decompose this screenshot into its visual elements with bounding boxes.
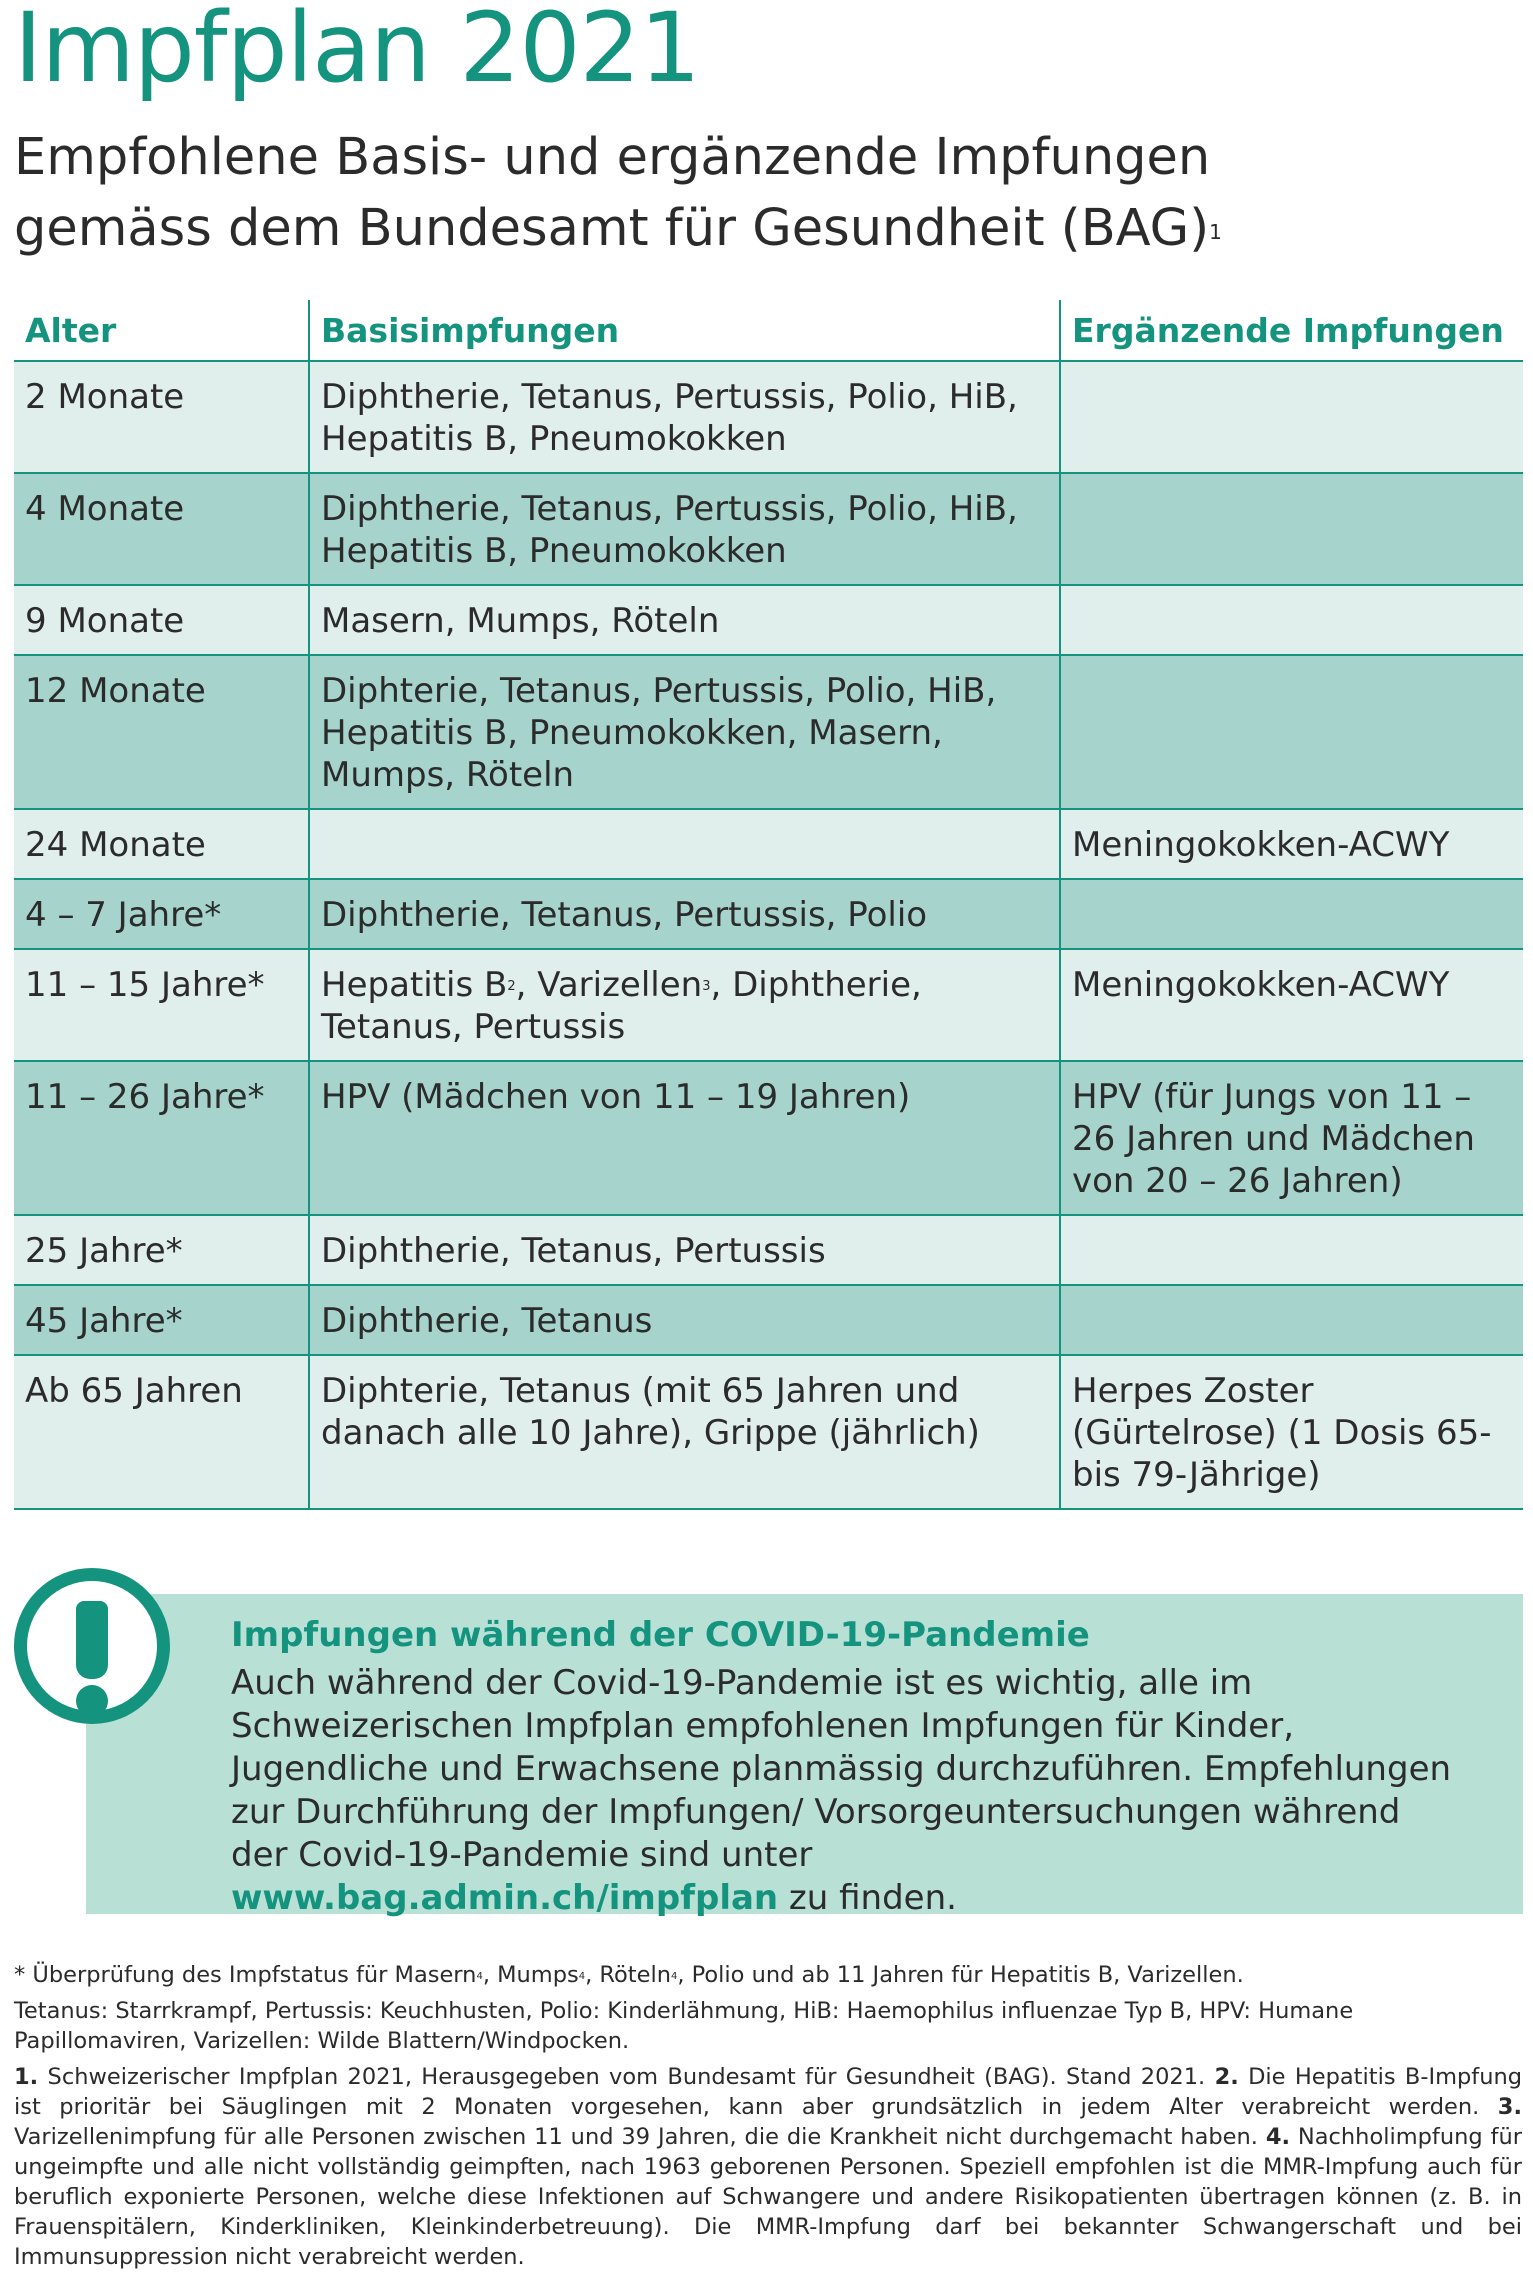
page-title: Impfplan 2021 xyxy=(14,0,700,104)
table-row xyxy=(14,585,1523,655)
cell-age: 2 Monate xyxy=(14,361,309,473)
cell-age: 4 – 7 Jahre* xyxy=(14,879,309,949)
table-row xyxy=(14,1355,1523,1509)
cell-age: 11 – 15 Jahre* xyxy=(14,949,309,1061)
cell-age: 11 – 26 Jahre* xyxy=(14,1061,309,1215)
table-row xyxy=(14,361,1523,473)
covid-notice-text xyxy=(231,1662,1463,1920)
cell-age: 25 Jahre* xyxy=(14,1215,309,1285)
footnote-text: , Polio und ab 11 Jahren für Hepatitis B, Varizellen. xyxy=(677,1962,1244,1988)
covid-notice-end: zu finden. xyxy=(778,1878,957,1918)
cell-extra: Meningokokken-ACWY xyxy=(1060,809,1523,879)
cell-basis: Diphtherie, Tetanus, Pertussis xyxy=(309,1215,1060,1285)
table-row xyxy=(14,1215,1523,1285)
cell-basis: Diphtherie, Tetanus xyxy=(309,1285,1060,1355)
basis-text-part: , Varizellen xyxy=(515,965,703,1005)
footnote-ref: 4 xyxy=(476,1971,483,1982)
bag-impfplan-link[interactable]: www.bag.admin.ch/impfplan xyxy=(231,1878,779,1918)
cell-extra xyxy=(1060,655,1523,809)
cell-basis: Diphtherie, Tetanus, Pertussis, Polio, HiB, Hepatitis B, Pneumokokken xyxy=(309,473,1060,585)
cell-age: 45 Jahre* xyxy=(14,1285,309,1355)
cell-extra xyxy=(1060,361,1523,473)
cell-extra: Meningokokken-ACWY xyxy=(1060,949,1523,1061)
footnote-text: Varizellenimpfung für alle Personen zwischen 11 und 39 Jahren, die die Krankheit nicht durchgemacht haben. xyxy=(14,2124,1266,2150)
table-row xyxy=(14,1061,1523,1215)
cell-extra xyxy=(1060,473,1523,585)
cell-basis: Diphtherie, Tetanus, Pertussis, Polio, HiB, Hepatitis B, Pneumokokken xyxy=(309,361,1060,473)
footnote-ref: 4 xyxy=(670,1971,678,1982)
cell-extra xyxy=(1060,1285,1523,1355)
vaccination-schedule-table xyxy=(14,300,1523,1510)
footnote-number: 4. xyxy=(1265,2124,1291,2150)
column-header-age: Alter xyxy=(14,300,309,361)
footnotes xyxy=(14,1960,1522,2272)
cell-age: 12 Monate xyxy=(14,655,309,809)
table-row xyxy=(14,879,1523,949)
footnote-ref: 2 xyxy=(507,979,516,994)
footnote-number: 3. xyxy=(1497,2094,1522,2120)
cell-extra xyxy=(1060,1215,1523,1285)
subtitle-line-2: gemäss dem Bundesamt für Gesundheit (BAG) xyxy=(14,199,1210,258)
table-row xyxy=(14,949,1523,1061)
footnote-text: * Überprüfung des Impfstatus für Masern xyxy=(14,1962,477,1988)
column-header-extra: Ergänzende Impfungen xyxy=(1060,300,1523,361)
footnote-text: Nachholimpfung für ungeimpfte und alle nicht vollständig geimpften, nach 1963 geborenen Personen. Speziell empfohlen ist die MMR-Impfung auch für beruflich exponierte Personen, welche diese Infektionen auf Schwangere und andere Risikopatienten übertragen können (z. B. in Frauenspitälern, Kinderkliniken, Kleinkinderbetreuung). Die MMR-Impfung darf bei bekannter Schwangerschaft und bei Immunsuppression nicht verabreicht werden. xyxy=(14,2124,1522,2270)
table-header-row xyxy=(14,300,1523,361)
exclamation-bar xyxy=(76,1601,108,1679)
column-header-basis: Basisimpfungen xyxy=(309,300,1060,361)
subtitle-footnote-ref: 1 xyxy=(1209,220,1222,244)
covid-notice-body: Auch während der Covid-19-Pandemie ist es wichtig, alle im Schweizerischen Impfplan empfohlenen Impfungen für Kinder, Jugendliche und Erwachsene planmässig durchzuführen. Empfehlungen zur Durchführung der Impfungen/ Vorsorgeuntersuchungen während der Covid-19-Pandemie sind unter xyxy=(231,1663,1452,1875)
footnote-number: 2. xyxy=(1214,2064,1239,2090)
cell-basis: Diphterie, Tetanus (mit 65 Jahren und danach alle 10 Jahre), Grippe (jährlich) xyxy=(309,1355,1060,1509)
cell-age: 9 Monate xyxy=(14,585,309,655)
cell-extra: Herpes Zoster (Gürtelrose) (1 Dosis 65- bis 79-Jährige) xyxy=(1060,1355,1523,1509)
footnote-ref: 4 xyxy=(578,1971,586,1982)
basis-text-part: Hepatitis B xyxy=(321,965,508,1005)
table-row xyxy=(14,473,1523,585)
table-row xyxy=(14,809,1523,879)
table-row xyxy=(14,655,1523,809)
cell-basis: Diphtherie, Tetanus, Pertussis, Polio xyxy=(309,879,1060,949)
footnote-legend: Tetanus: Starrkrampf, Pertussis: Keuchhusten, Polio: Kinderlähmung, HiB: Haemophilus influenzae Typ B, HPV: Humane Papillomaviren, Varizellen: Wilde Blattern/Windpocken. xyxy=(14,1998,1354,2054)
table-row xyxy=(14,1285,1523,1355)
cell-extra: HPV (für Jungs von 11 – 26 Jahren und Mädchen von 20 – 26 Jahren) xyxy=(1060,1061,1523,1215)
footnote-text: , Mumps xyxy=(482,1962,579,1988)
footnote-star xyxy=(14,1960,1522,1990)
exclamation-icon xyxy=(14,1568,170,1724)
cell-basis: Diphterie, Tetanus, Pertussis, Polio, HiB, Hepatitis B, Pneumokokken, Masern, Mumps, Röteln xyxy=(309,655,1060,809)
footnote-text: Schweizerischer Impfplan 2021, Herausgegeben vom Bundesamt für Gesundheit (BAG). Stand 2021. xyxy=(38,2064,1215,2090)
footnote-text: Die Hepatitis B-Impfung ist prioritär bei Säuglingen mit 2 Monaten vorgesehen, kann aber grundsätzlich in jedem Alter verabreicht werden. xyxy=(14,2064,1523,2120)
subtitle-line-1: Empfohlene Basis- und ergänzende Impfungen xyxy=(14,128,1211,187)
cell-extra xyxy=(1060,585,1523,655)
covid-notice-box xyxy=(86,1594,1523,1918)
cell-age: Ab 65 Jahren xyxy=(14,1355,309,1509)
page-subtitle xyxy=(14,122,1222,264)
footnote-ref: 3 xyxy=(702,979,711,994)
cell-basis: Masern, Mumps, Röteln xyxy=(309,585,1060,655)
cell-basis xyxy=(309,949,1060,1061)
cell-basis xyxy=(309,809,1060,879)
footnote-references xyxy=(14,2062,1522,2272)
cell-age: 4 Monate xyxy=(14,473,309,585)
cell-age: 24 Monate xyxy=(14,809,309,879)
footnote-number: 1. xyxy=(14,2064,39,2090)
footnote-text: , Röteln xyxy=(585,1962,671,1988)
cell-basis: HPV (Mädchen von 11 – 19 Jahren) xyxy=(309,1061,1060,1215)
basis-text-part: , Diphtherie, Tetanus, Pertussis xyxy=(321,965,922,1047)
covid-notice-title: Impfungen während der COVID-19-Pandemie xyxy=(231,1615,1090,1655)
cell-extra xyxy=(1060,879,1523,949)
exclamation-dot xyxy=(76,1685,108,1717)
